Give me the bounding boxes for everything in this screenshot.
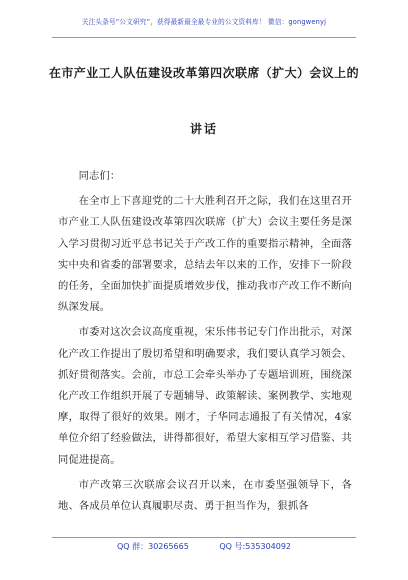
footer-qq-number: QQ 号:535304092	[219, 542, 292, 551]
paragraph-1: 在全市上下喜迎党的二十大胜利召开之际，我们在这里召开市产业工人队伍建设改革第四次联席（扩大）会议主要任务是深入学习贯彻习近平总书记关于产改工作的重要指示精神，全面落实中央和省委的部署要求，总结去年以来的工作，安排下一阶段的任务，全面加快扩面提质增效步伐，推动我市产改工作不断向纵深发展。	[58, 195, 352, 314]
paragraph-3: 市产改第三次联席会议召开以来，在市委坚强领导下，各地、各成员单位认真履职尽责、勇于担当作为，狠抓各	[58, 478, 352, 513]
paragraph-2: 市委对这次会议高度重视，宋乐伟书记专门作出批示，对深化产改工作提出了殷切希望和明确要求，我们要认真学习领会、抓好贯彻落实。会前，市总工会牵头举办了专题培训班，围绕深化产改工作组织开展了专题辅导、政策解读、案例教学、实地观摩，取得了很好的效果。刚才，子华同志通报了有关情况，4家单位介绍了经验做法，讲得都很好，希望大家相互学习借鉴、共同促进提高。	[58, 326, 352, 466]
header-note: 关注头条号“公文研究”，获得最新最全最专业的公文资料库！ 微信：gongwenyj	[81, 18, 327, 26]
footer-qq-group: QQ 群：30265665	[116, 542, 189, 551]
document-body	[58, 166, 352, 521]
header-divider	[52, 37, 356, 38]
footer	[0, 541, 408, 552]
greeting: 同志们：	[78, 170, 121, 182]
footer-divider	[52, 537, 356, 538]
document-title: 在市产业工人队伍建设改革第四次联席（扩大）会议上的	[48, 66, 359, 80]
document-subtitle: 讲话	[189, 122, 218, 136]
